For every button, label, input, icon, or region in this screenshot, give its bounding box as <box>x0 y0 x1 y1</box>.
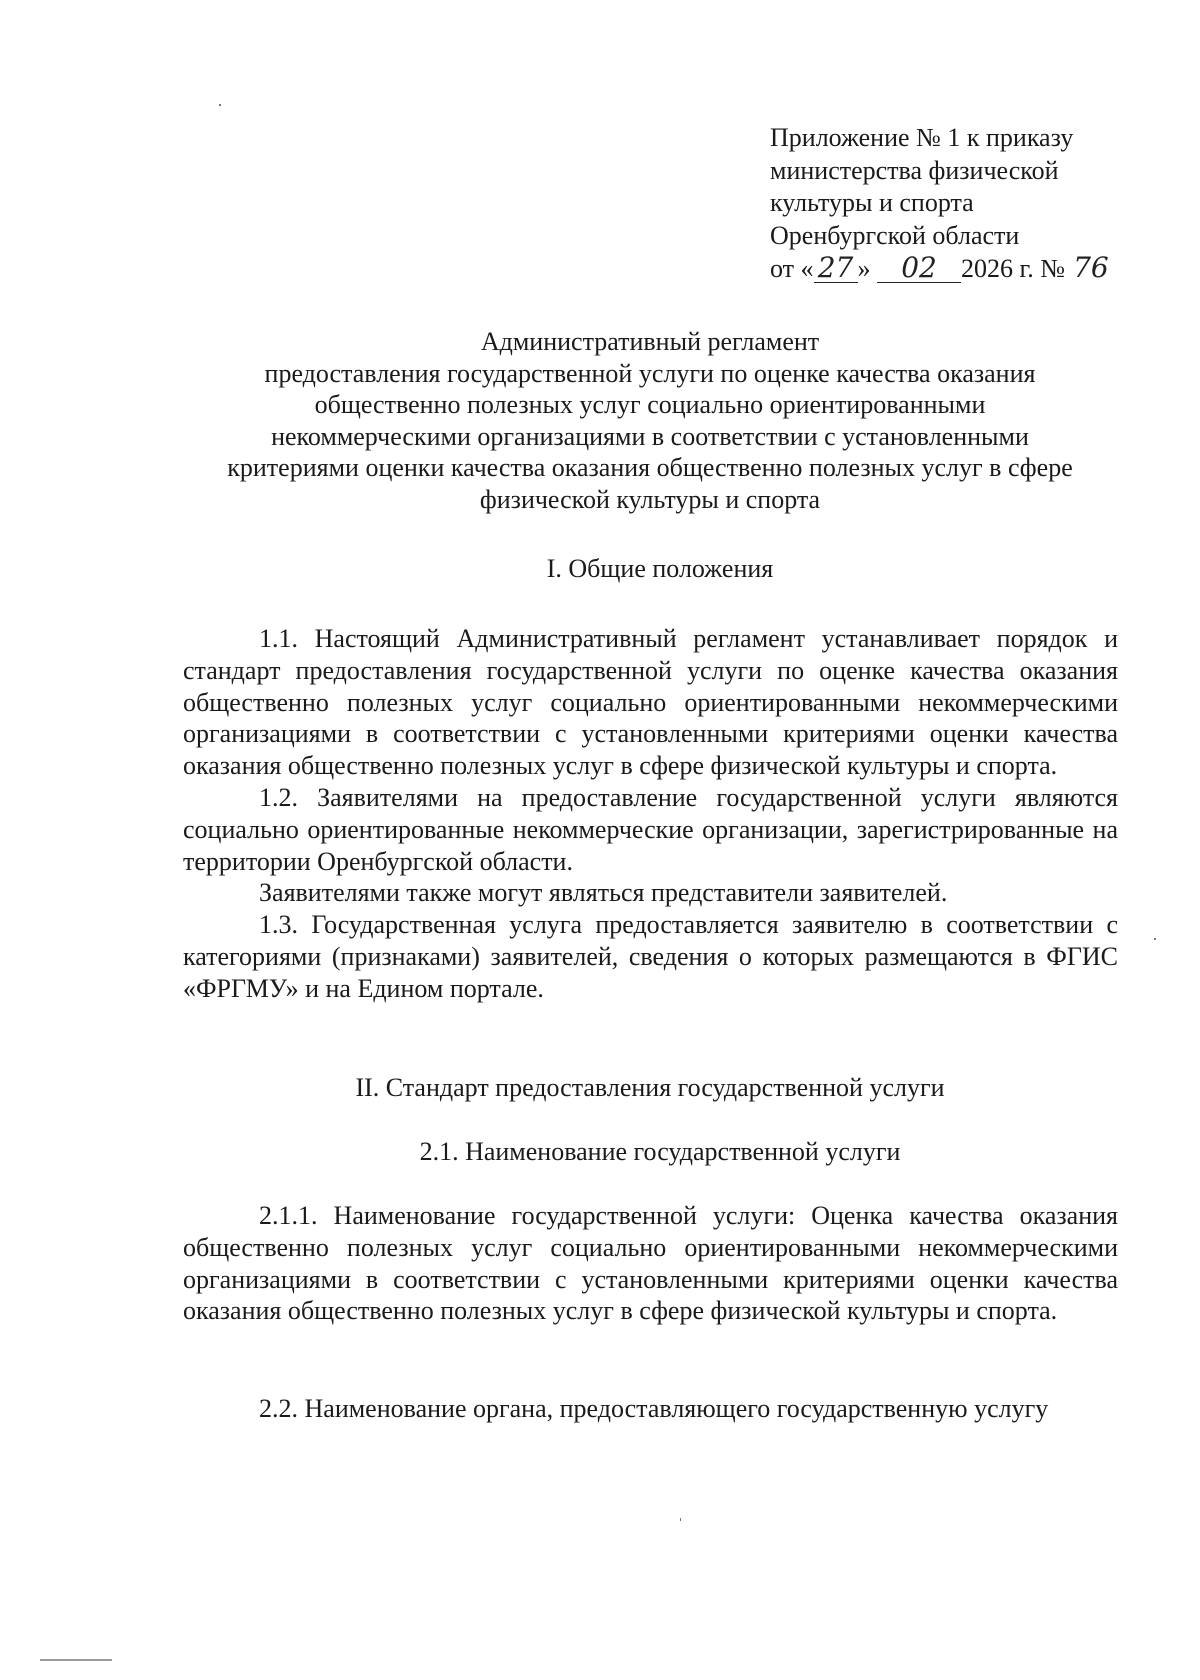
paragraph-2-1-1: 2.1.1. Наименование государственной услуги: Оценка качества оказания общественно полезных услуг социально ориентированными некоммерческими организациями в соответствии с установленными критериями оценки качества оказания общественно полезных услуг в сфере физической культуры и спорта. <box>183 1201 1118 1326</box>
date-month-field <box>877 251 961 284</box>
paragraph-1-3: 1.3. Государственная услуга предоставляется заявителю в соответствии с категориями (признаками) заявителей, сведения о которых размещаются в ФГИС «ФРГМУ» и на Едином портале. <box>183 910 1118 1003</box>
date-year: 2026 г. № <box>961 254 1066 283</box>
appendix-block <box>770 122 1170 286</box>
document-title <box>170 326 1130 515</box>
paragraph-1-1: 1.1. Настоящий Административный регламент устанавливает порядок и стандарт предоставления государственной услуги по оценке качества оказания общественно полезных услуг социально ориентированными некоммерческими организациями в соответствии с установленными критериями оценки качества оказания общественно полезных услуг в сфере физической культуры и спорта. <box>183 624 1118 781</box>
date-prefix: от « <box>770 254 814 283</box>
appendix-line: министерства физической <box>770 155 1059 185</box>
scan-speck <box>1154 938 1156 940</box>
section-heading-standard: II. Стандарт предоставления государственной услуги <box>355 1073 945 1102</box>
title-line: предоставления государственной услуги по оценке качества оказания <box>264 358 1036 388</box>
scan-speck <box>219 104 221 106</box>
scan-speck <box>680 1518 681 1521</box>
handwritten-number: 76 <box>1073 251 1109 284</box>
paragraph-1-2: 1.2. Заявителями на предоставление государственной услуги являются социально ориентированные некоммерческие организации, зарегистрированные на территории Оренбургской области. <box>183 782 1118 876</box>
title-line: некоммерческими организациями в соответствии с установленными <box>271 421 1029 451</box>
title-line: общественно полезных услуг социально ориентированными <box>314 390 986 419</box>
section1-body <box>183 623 1118 1005</box>
date-day-field <box>814 251 858 284</box>
section2-body <box>183 1200 1118 1327</box>
subsection-heading-2-1: 2.1. Наименование государственной услуги <box>419 1137 901 1166</box>
title-line: Административный регламент <box>480 327 820 356</box>
appendix-line: Приложение № 1 к приказу <box>770 123 1074 152</box>
subsection-heading-2-2: 2.2. Наименование органа, предоставляющего государственную услугу <box>259 1394 1049 1423</box>
appendix-line: культуры и спорта <box>770 188 974 217</box>
section-heading-general: I. Общие положения <box>546 554 774 583</box>
handwritten-month: 02 <box>901 251 937 284</box>
handwritten-day: 27 <box>817 251 854 284</box>
scan-edge-mark <box>40 1659 112 1661</box>
title-line: критериями оценки качества оказания общественно полезных услуг в сфере <box>227 453 1073 482</box>
title-line: физической культуры и спорта <box>479 484 821 514</box>
paragraph-1-2-representatives: Заявителями также могут являться представители заявителей. <box>259 878 948 908</box>
appendix-line: Оренбургской области <box>770 220 1020 250</box>
appendix-date-line <box>770 252 1170 286</box>
date-mid: » <box>857 254 871 283</box>
